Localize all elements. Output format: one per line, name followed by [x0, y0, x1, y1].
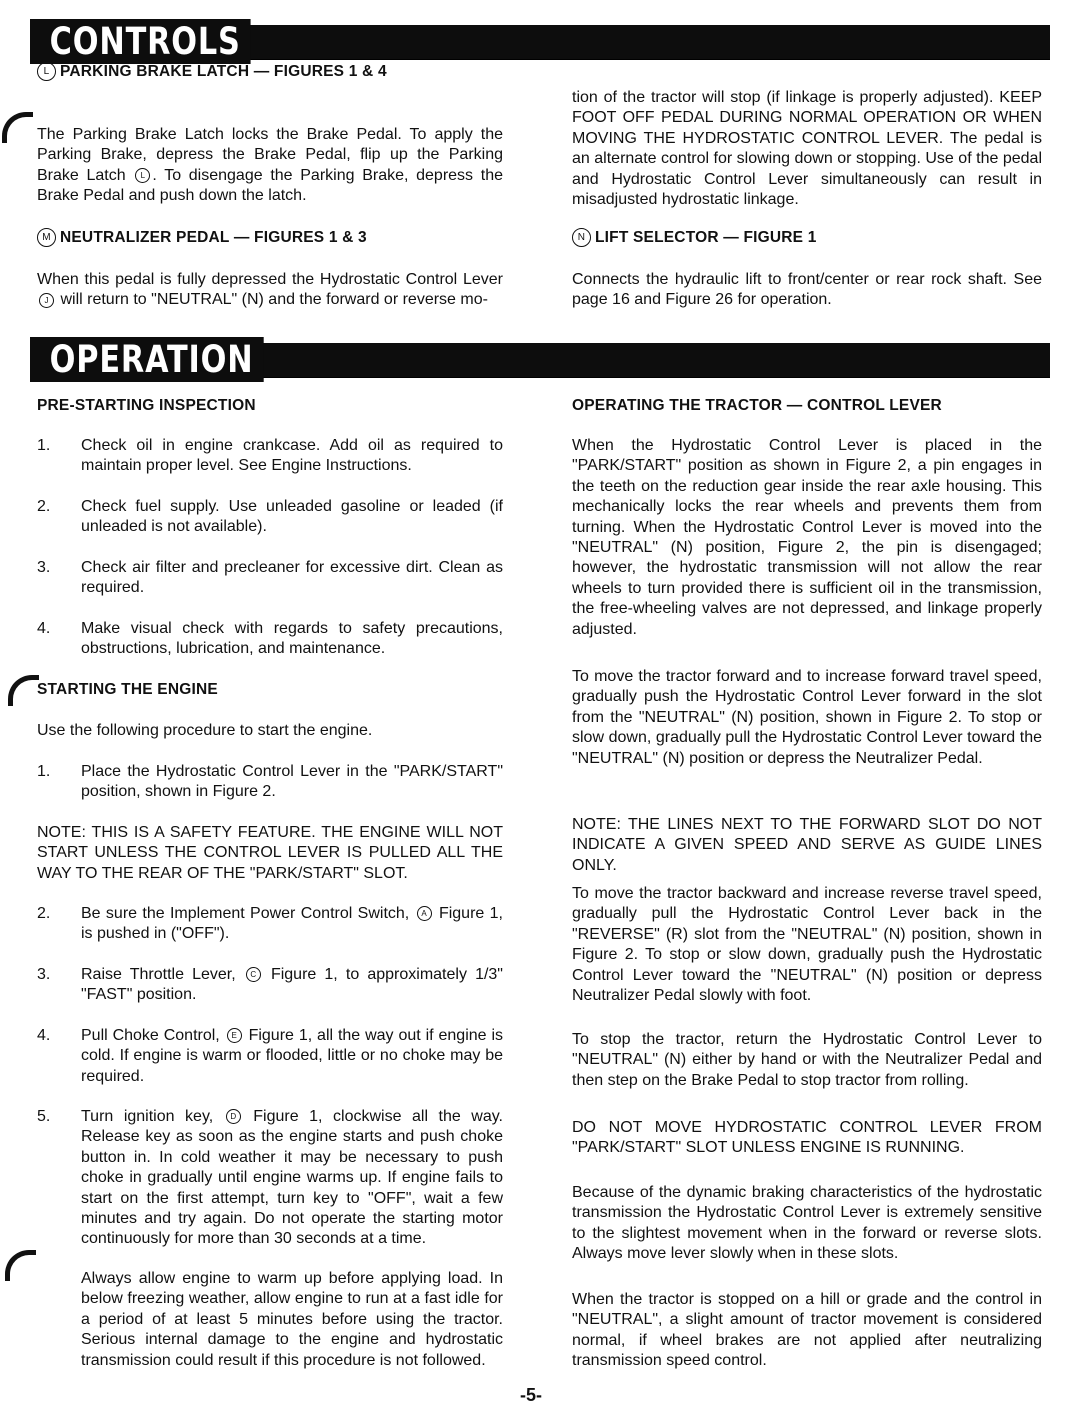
operation-title: OPERATION [30, 337, 263, 382]
lift-selector-body: Connects the hydraulic lift to front/center or rear rock shaft. See page 16 and Figure 26 for operation. [572, 271, 1042, 309]
revision-mark-icon [5, 1250, 36, 1281]
operating-tractor-heading: OPERATING THE TRACTOR — CONTROL LEVER [572, 397, 942, 414]
neutralizer-icon: M [37, 228, 56, 247]
parking-latch-ref-icon: L [135, 168, 150, 183]
dynamic-braking-paragraph: Because of the dynamic braking characteristics of the hydrostatic transmission the Hydrostatic Control Lever is extremely sensitive to the slightest movement when in the forward or reverse slots. Always move lever slowly when in these slots. [572, 1184, 1042, 1263]
guide-lines-note: NOTE: THE LINES NEXT TO THE FORWARD SLOT DO NOT INDICATE A GIVEN SPEED AND SERVE AS GUIDE LINES ONLY. [572, 816, 1042, 874]
operation-banner [30, 338, 1050, 381]
reverse-paragraph: To move the tractor backward and increase reverse travel speed, gradually pull the Hydrostatic Control Lever back in the "REVERSE" (R) slot from the "NEUTRAL" (N) position, shown in Figure 2. To stop or slow down, gradually push the Hydrostatic Control Lever toward the "NEUTRAL" (N) position or depress Neutralizer Pedal slowly with foot. [572, 885, 1042, 1005]
stop-paragraph: To stop the tractor, return the Hydrostatic Control Lever to "NEUTRAL" (N) either by hand or with the Neutralizer Pedal and then step on the Brake Pedal to stop tractor from rolling. [572, 1031, 1042, 1089]
revision-mark-icon [2, 112, 33, 143]
neutralizer-body: When this pedal is fully depressed the Hydrostatic Control Lever J will return to "NEUTRAL" (N) and the forward or reverse mo- [37, 271, 503, 309]
starting-intro: Use the following procedure to start the engine. [37, 722, 373, 739]
control-lever-ref-icon: J [39, 293, 54, 308]
warmup-caution: Always allow engine to warm up before applying load. In below freezing weather, allow engine to run at a fast idle for a period of at least 5 minutes before using the tractor. Serious internal damage to the engine and hydrostatic transmission could result if this procedure is not followed. [81, 1270, 503, 1369]
prestart-heading: PRE-STARTING INSPECTION [37, 397, 256, 414]
revision-mark-icon [8, 675, 39, 706]
controls-banner [30, 20, 1050, 63]
lift-selector-icon: N [572, 228, 591, 247]
choke-ref-icon: E [227, 1028, 242, 1043]
controls-title: CONTROLS [30, 19, 251, 64]
parking-brake-body: The Parking Brake Latch locks the Brake Pedal. To apply the Parking Brake, depress the Brake Pedal, flip up the Parking Brake Latch L . To disengage the Parking Brake, depress the Brake Pedal and push down the latch. [37, 126, 503, 205]
park-start-paragraph: When the Hydrostatic Control Lever is placed in the "PARK/START" position as shown in Figure 2, a pin engages in the teeth on the reduction gear inside the rear axle housing. This mechanically locks the rear wheels and prevents them from turning. When the Hydrostatic Control Lever is moved into the "NEUTRAL" (N) position, Figure 2, the pin is disengaged; however, the hydrostatic transmission will not allow the rear wheels to turn provided there is sufficient oil in the transmission, the free-wheeling valves are not depressed, and linkage properly adjusted. [572, 437, 1042, 638]
starting-engine-heading: STARTING THE ENGINE [37, 681, 218, 698]
throttle-ref-icon: C [246, 967, 261, 982]
lift-selector-heading: N LIFT SELECTOR — FIGURE 1 [572, 228, 817, 248]
parking-brake-heading: L PARKING BRAKE LATCH — FIGURES 1 & 4 [37, 62, 387, 82]
parking-latch-icon: L [37, 62, 56, 81]
safety-note: NOTE: THIS IS A SAFETY FEATURE. THE ENGINE WILL NOT START UNLESS THE CONTROL LEVER IS PULLED ALL THE WAY TO THE REAR OF THE "PARK/START" SLOT. [37, 824, 503, 882]
page-number: -5- [520, 1385, 542, 1405]
ignition-ref-icon: D [226, 1109, 241, 1124]
hill-paragraph: When the tractor is stopped on a hill or grade and the control in "NEUTRAL", a slight amount of tractor movement is considered normal, if wheel brakes are not applied after neutralizing transmission speed control. [572, 1291, 1042, 1370]
neutralizer-body-continued: tion of the tractor will stop (if linkage is properly adjusted). KEEP FOOT OFF PEDAL DURING NORMAL OPERATION OR WHEN MOVING THE HYDROSTATIC CONTROL LEVER. The pedal is an alternate control for slowing down or stopping. Use of the pedal and Hydrostatic Control Lever simultaneously can result in misadjusted hydrostatic linkage. [572, 89, 1042, 209]
implement-switch-ref-icon: A [417, 906, 432, 921]
neutralizer-heading: M NEUTRALIZER PEDAL — FIGURES 1 & 3 [37, 228, 367, 248]
forward-paragraph: To move the tractor forward and to increase forward travel speed, gradually push the Hydrostatic Control Lever forward in the slot from the "NEUTRAL" (N) position, shown in Figure 2. To stop or slow down, gradually pull the Hydrostatic Control Lever toward the "NEUTRAL" (N) position or depress the Neutralizer Pedal. [572, 668, 1042, 767]
engine-running-caution: DO NOT MOVE HYDROSTATIC CONTROL LEVER FROM "PARK/START" SLOT UNLESS ENGINE IS RUNNING. [572, 1119, 1042, 1157]
